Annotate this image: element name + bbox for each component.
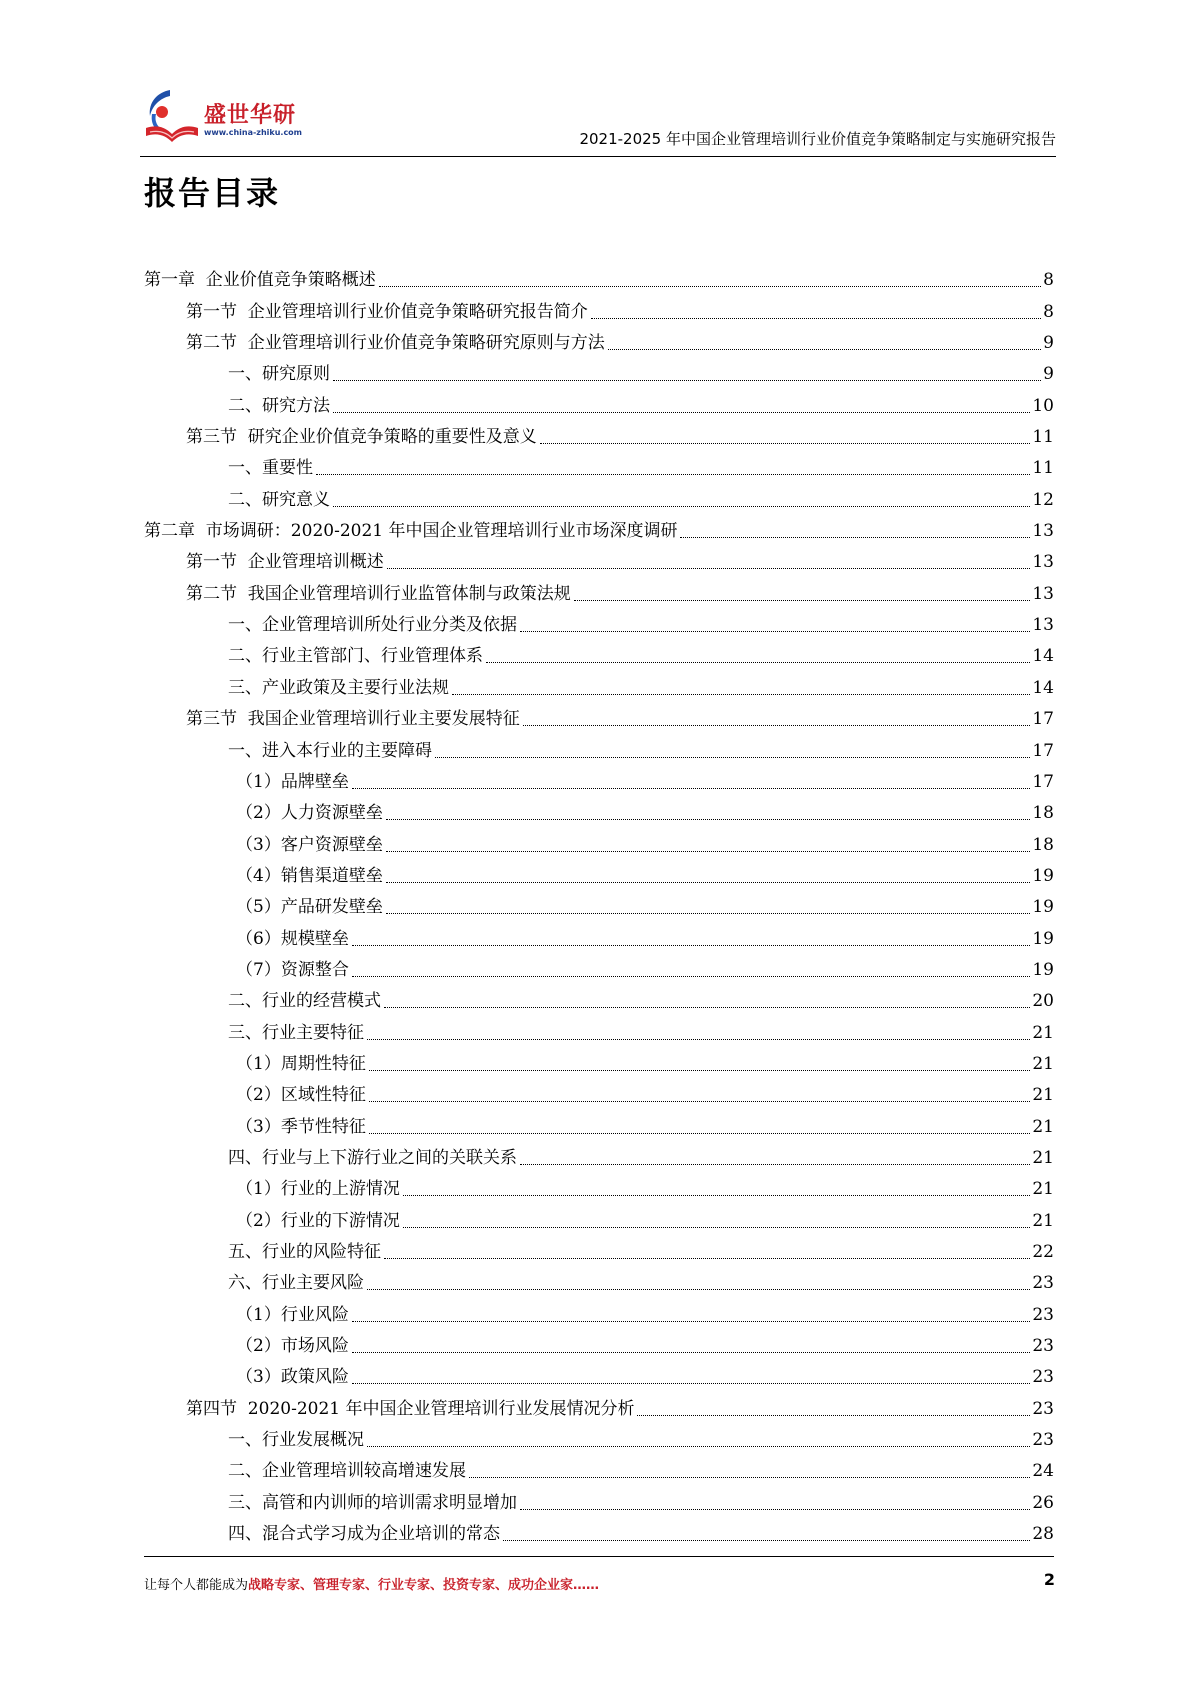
toc-entry[interactable] <box>144 826 1054 857</box>
toc-entry-page: 21 <box>1032 1085 1054 1106</box>
toc-dot-leader <box>386 818 1031 820</box>
toc-entry-label: 第三节 研究企业价值竞争策略的重要性及意义 <box>186 427 537 448</box>
toc-entry[interactable] <box>144 356 1054 387</box>
footer-slogan <box>144 1574 599 1593</box>
toc-entry[interactable] <box>144 1516 1054 1547</box>
toc-entry-label: 四、行业与上下游行业之间的关联关系 <box>228 1147 517 1168</box>
toc-dot-leader <box>520 630 1030 632</box>
toc-entry-label: （1）周期性特征 <box>236 1053 366 1074</box>
toc-entry[interactable] <box>144 1234 1054 1265</box>
toc-dot-leader <box>386 912 1031 914</box>
toc-entry[interactable] <box>144 638 1054 669</box>
toc-entry-label: 一、研究原则 <box>228 364 330 385</box>
toc-entry-label: （2）人力资源壁垒 <box>236 803 383 824</box>
header-divider <box>140 156 1056 157</box>
toc-dot-leader <box>574 599 1031 601</box>
toc-entry[interactable] <box>144 1453 1054 1484</box>
toc-entry-page: 24 <box>1032 1461 1054 1482</box>
toc-dot-leader <box>435 756 1030 758</box>
toc-entry-label: （3）政策风险 <box>236 1367 349 1388</box>
toc-entry-page: 21 <box>1032 1022 1054 1043</box>
toc-entry-label: （3）客户资源壁垒 <box>236 834 383 855</box>
toc-entry-page: 23 <box>1032 1273 1054 1294</box>
toc-dot-leader <box>486 661 1030 663</box>
toc-dot-leader <box>352 944 1031 946</box>
toc-entry-page: 23 <box>1032 1430 1054 1451</box>
toc-entry-page: 8 <box>1043 270 1054 291</box>
slogan-highlight: 战略专家、管理专家、行业专家、投资专家、成功企业家…… <box>248 1578 600 1593</box>
toc-dot-leader <box>369 1100 1031 1102</box>
logo-url: www.china-zhiku.com <box>204 128 303 137</box>
slogan-prefix: 让每个人都能成为 <box>144 1578 249 1593</box>
toc-entry[interactable] <box>144 1108 1054 1139</box>
toc-entry-page: 13 <box>1032 552 1054 573</box>
toc-entry[interactable] <box>144 513 1054 544</box>
toc-entry-label: （3）季节性特征 <box>236 1116 366 1137</box>
toc-entry-label: （2）行业的下游情况 <box>236 1210 400 1231</box>
toc-dot-leader <box>316 473 1030 475</box>
toc-entry[interactable] <box>144 293 1054 324</box>
toc-dot-leader <box>469 1476 1030 1478</box>
toc-entry-page: 14 <box>1032 677 1054 698</box>
toc-entry[interactable] <box>144 952 1054 983</box>
toc-entry[interactable] <box>144 1014 1054 1045</box>
toc-dot-leader <box>680 536 1030 538</box>
toc-entry[interactable] <box>144 387 1054 418</box>
toc-entry[interactable] <box>144 419 1054 450</box>
toc-entry-page: 23 <box>1032 1367 1054 1388</box>
page-header <box>140 80 1056 158</box>
toc-entry-label: 一、企业管理培训所处行业分类及依据 <box>228 615 517 636</box>
footer-divider <box>144 1556 1054 1557</box>
toc-entry-label: 第四节 2020-2021 年中国企业管理培训行业发展情况分析 <box>186 1398 635 1419</box>
toc-dot-leader <box>369 1132 1031 1134</box>
toc-entry[interactable] <box>144 795 1054 826</box>
toc-entry-label: （7）资源整合 <box>236 959 349 980</box>
toc-entry-page: 23 <box>1032 1336 1054 1357</box>
toc-dot-leader <box>386 850 1031 852</box>
toc-entry-page: 17 <box>1032 709 1054 730</box>
toc-entry[interactable] <box>144 732 1054 763</box>
toc-dot-leader <box>637 1414 1030 1416</box>
toc-entry-label: 一、进入本行业的主要障碍 <box>228 740 432 761</box>
page-number: 2 <box>1043 1570 1055 1589</box>
toc-entry-label: 第二章 市场调研：2020-2021 年中国企业管理培训行业市场深度调研 <box>144 521 678 542</box>
report-title: 2021-2025 年中国企业管理培训行业价值竞争策略制定与实施研究报告 <box>579 130 1056 148</box>
toc-entry[interactable] <box>144 764 1054 795</box>
toc-dot-leader <box>503 1539 1030 1541</box>
toc-entry-page: 17 <box>1032 740 1054 761</box>
toc-entry-label: 三、高管和内训师的培训需求明显增加 <box>228 1492 517 1513</box>
toc-dot-leader <box>384 1006 1030 1008</box>
toc-entry-label: 第二节 企业管理培训行业价值竞争策略研究原则与方法 <box>186 333 605 354</box>
toc-entry[interactable] <box>144 920 1054 951</box>
toc-entry-page: 19 <box>1032 897 1054 918</box>
toc-dot-leader <box>386 881 1031 883</box>
toc-entry-page: 20 <box>1032 991 1054 1012</box>
toc-entry-label: 三、行业主要特征 <box>228 1022 364 1043</box>
toc-entry-label: 五、行业的风险特征 <box>228 1242 381 1262</box>
toc-entry-page: 11 <box>1032 458 1054 479</box>
toc-entry-label: （6）规模壁垒 <box>236 928 349 949</box>
toc-entry-page: 19 <box>1032 959 1054 980</box>
toc-entry-page: 12 <box>1032 489 1054 510</box>
toc-dot-leader <box>520 1508 1030 1510</box>
toc-dot-leader <box>387 567 1031 569</box>
toc-entry[interactable] <box>144 858 1054 889</box>
toc-entry-label: （4）销售渠道壁垒 <box>236 865 383 886</box>
company-logo <box>140 84 320 154</box>
toc-entry[interactable] <box>144 1140 1054 1171</box>
toc-entry-page: 19 <box>1032 865 1054 886</box>
toc-dot-leader <box>403 1226 1031 1228</box>
toc-entry[interactable] <box>144 481 1054 512</box>
toc-entry-page: 28 <box>1032 1524 1054 1545</box>
toc-entry[interactable] <box>144 1046 1054 1077</box>
toc-entry-page: 13 <box>1032 521 1054 542</box>
toc-entry[interactable] <box>144 701 1054 732</box>
toc-entry[interactable] <box>144 1077 1054 1108</box>
toc-entry-label: 四、混合式学习成为企业培训的常态 <box>228 1524 500 1545</box>
toc-entry-label: 第一章 企业价值竞争策略概述 <box>144 270 376 291</box>
page-title: 报告目录 <box>144 174 281 212</box>
toc-dot-leader <box>333 505 1030 507</box>
toc-entry-page: 9 <box>1043 333 1054 354</box>
toc-entry-label: 二、研究意义 <box>228 489 330 510</box>
toc-dot-leader <box>367 1288 1030 1290</box>
toc-entry-label: （2）区域性特征 <box>236 1085 366 1106</box>
toc-dot-leader <box>352 1320 1031 1322</box>
toc-entry-page: 14 <box>1032 646 1054 667</box>
toc-dot-leader <box>520 1163 1030 1165</box>
toc-entry[interactable] <box>144 1202 1054 1233</box>
toc-dot-leader <box>352 1382 1031 1384</box>
toc-entry[interactable] <box>144 1390 1054 1421</box>
toc-entry-page: 22 <box>1032 1242 1054 1262</box>
toc-entry[interactable] <box>144 983 1054 1014</box>
toc-dot-leader <box>591 317 1041 319</box>
toc-entry-page: 21 <box>1032 1179 1054 1200</box>
toc-entry-label: （1）行业的上游情况 <box>236 1179 400 1200</box>
toc-entry-page: 13 <box>1032 615 1054 636</box>
toc-entry-label: （1）行业风险 <box>236 1304 349 1325</box>
toc-entry-label: 二、研究方法 <box>228 395 330 416</box>
toc-entry-page: 9 <box>1043 364 1054 385</box>
table-of-contents <box>144 262 1054 1547</box>
toc-entry[interactable] <box>144 1328 1054 1359</box>
toc-dot-leader <box>523 724 1031 726</box>
toc-entry-label: 一、行业发展概况 <box>228 1430 364 1451</box>
toc-entry-label: 第二节 我国企业管理培训行业监管体制与政策法规 <box>186 583 571 604</box>
toc-dot-leader <box>379 285 1041 287</box>
toc-entry[interactable] <box>144 575 1054 606</box>
toc-entry-page: 23 <box>1032 1398 1054 1419</box>
toc-dot-leader <box>367 1445 1030 1447</box>
toc-entry[interactable] <box>144 262 1054 293</box>
toc-dot-leader <box>367 1038 1030 1040</box>
toc-entry-page: 13 <box>1032 583 1054 604</box>
toc-entry-label: 六、行业主要风险 <box>228 1273 364 1294</box>
toc-entry-label: （2）市场风险 <box>236 1336 349 1357</box>
toc-entry-page: 26 <box>1032 1492 1054 1513</box>
toc-entry-label: 第三节 我国企业管理培训行业主要发展特征 <box>186 709 520 730</box>
toc-dot-leader <box>333 379 1041 381</box>
toc-entry-label: 第一节 企业管理培训行业价值竞争策略研究报告简介 <box>186 301 588 322</box>
toc-entry-label: 二、行业主管部门、行业管理体系 <box>228 646 483 667</box>
toc-entry[interactable] <box>144 450 1054 481</box>
toc-entry-page: 18 <box>1032 803 1054 824</box>
toc-entry-page: 18 <box>1032 834 1054 855</box>
toc-entry[interactable] <box>144 1359 1054 1390</box>
toc-entry-label: 一、重要性 <box>228 458 313 479</box>
toc-dot-leader <box>608 348 1041 350</box>
toc-entry[interactable] <box>144 607 1054 638</box>
toc-entry[interactable] <box>144 889 1054 920</box>
toc-entry[interactable] <box>144 1171 1054 1202</box>
toc-entry[interactable] <box>144 325 1054 356</box>
logo-book-icon <box>140 84 204 148</box>
toc-dot-leader <box>352 787 1031 789</box>
toc-entry[interactable] <box>144 669 1054 700</box>
toc-dot-leader <box>333 411 1030 413</box>
toc-entry[interactable] <box>144 1422 1054 1453</box>
toc-entry-label: （1）品牌壁垒 <box>236 771 349 792</box>
toc-entry-page: 10 <box>1032 395 1054 416</box>
toc-dot-leader <box>369 1069 1031 1071</box>
toc-entry-page: 21 <box>1032 1053 1054 1074</box>
toc-entry-page: 21 <box>1032 1147 1054 1168</box>
toc-entry[interactable] <box>144 1484 1054 1515</box>
toc-dot-leader <box>384 1257 1030 1259</box>
toc-entry[interactable] <box>144 544 1054 575</box>
toc-entry-label: 二、行业的经营模式 <box>228 991 381 1012</box>
toc-entry-page: 11 <box>1032 427 1054 448</box>
toc-entry-label: 二、企业管理培训较高增速发展 <box>228 1461 466 1482</box>
toc-entry-page: 17 <box>1032 771 1054 792</box>
toc-dot-leader <box>352 975 1031 977</box>
toc-entry[interactable] <box>144 1265 1054 1296</box>
toc-dot-leader <box>403 1194 1031 1196</box>
toc-dot-leader <box>452 693 1030 695</box>
toc-entry-page: 23 <box>1032 1304 1054 1325</box>
toc-dot-leader <box>352 1351 1031 1353</box>
toc-entry-label: （5）产品研发壁垒 <box>236 897 383 918</box>
toc-entry[interactable] <box>144 1296 1054 1327</box>
toc-entry-page: 8 <box>1043 301 1054 322</box>
toc-entry-page: 21 <box>1032 1116 1054 1137</box>
toc-entry-label: 第一节 企业管理培训概述 <box>186 552 384 573</box>
toc-entry-label: 三、产业政策及主要行业法规 <box>228 677 449 698</box>
toc-entry-page: 21 <box>1032 1210 1054 1231</box>
logo-name: 盛世华研 <box>204 103 297 128</box>
toc-entry-page: 19 <box>1032 928 1054 949</box>
toc-dot-leader <box>540 442 1031 444</box>
